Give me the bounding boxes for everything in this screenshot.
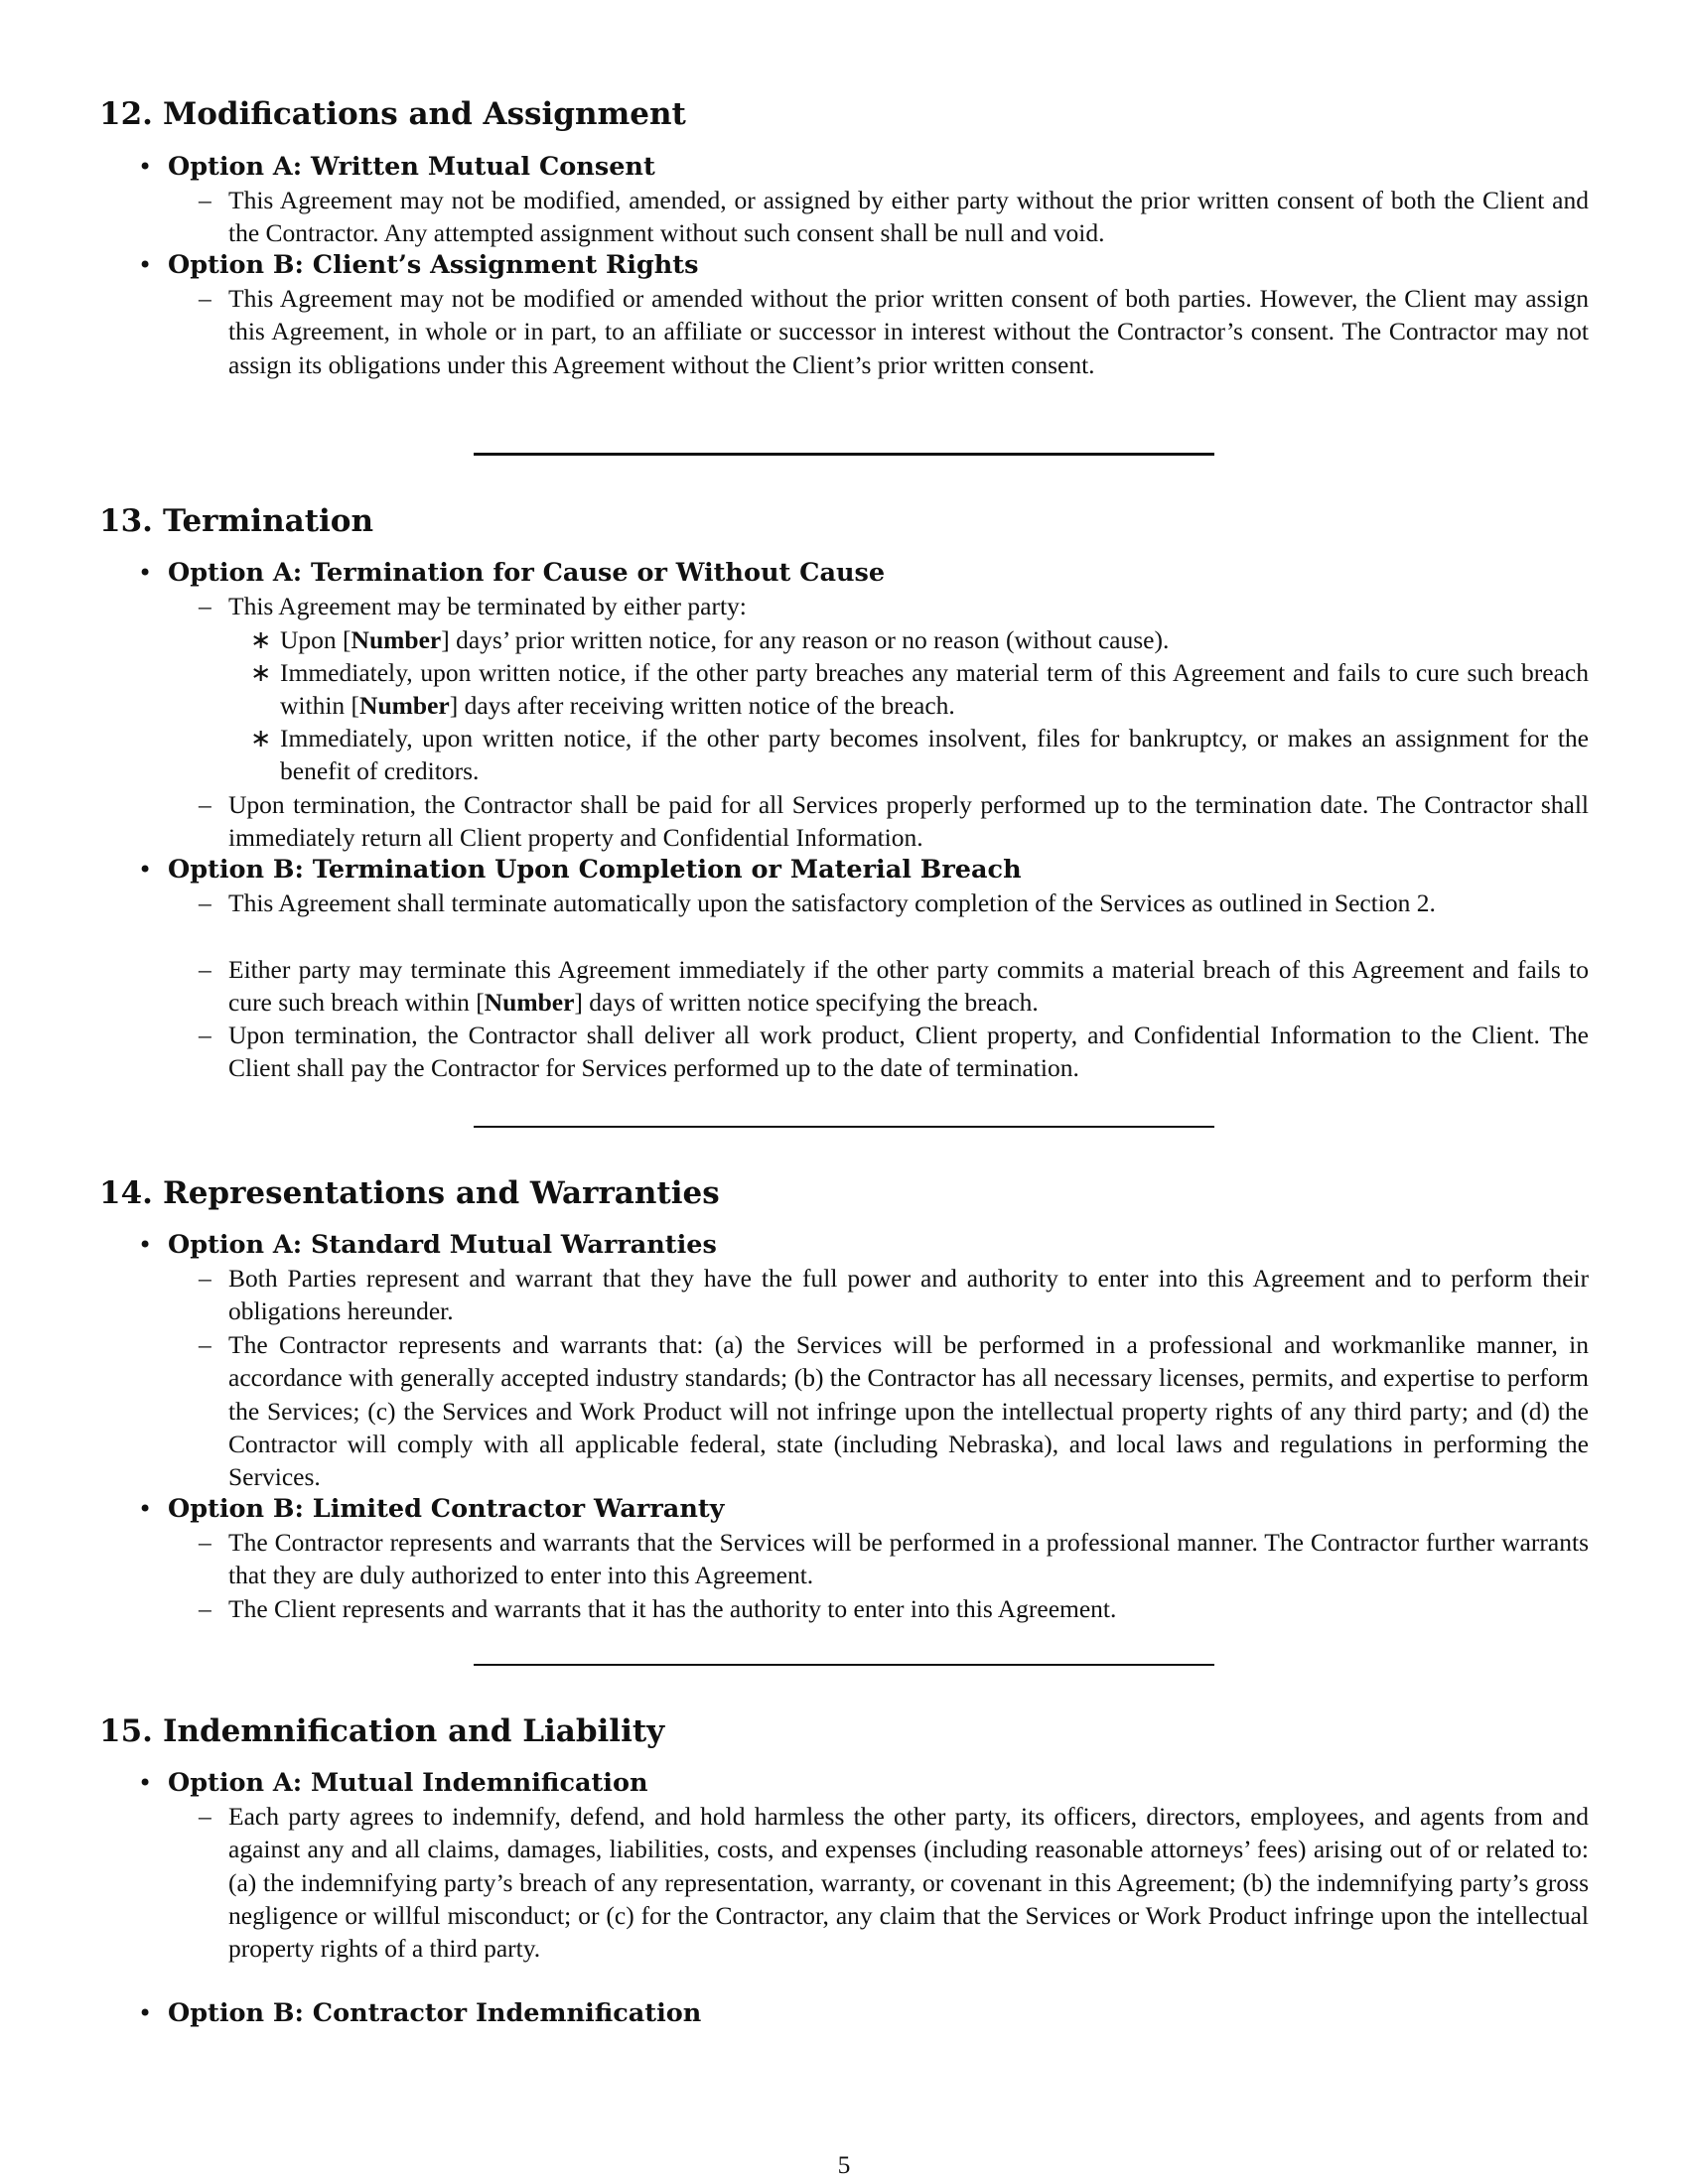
section-14-option-a-text-2: The Contractor represents and warrants that: (a) the Services will be performed in a professional and workmanlike manner, in accordance with generally accepted industry standards; (b) the Contractor has all necessary licenses, permits, and expertise to perform the Services; (c) the Services and Work Product will not infringe upon the intellectual property rights of any third party; and (d) the Contractor will comply with all applicable federal, state (including Nebraska), and local laws and regulations in performing the Services. — [228, 1330, 1589, 1492]
dash-icon: – — [199, 1802, 211, 1831]
section-13-option-a-title: Option A: Termination for Cause or Without Cause — [168, 558, 886, 588]
section-divider — [474, 453, 1214, 456]
section-14-option-a-title: Option A: Standard Mutual Warranties — [168, 1230, 717, 1260]
section-14-option-a-text-1: Both Parties represent and warrant that they have the full power and authority to enter into this Agreement and to perform their obligations hereunder. — [228, 1264, 1589, 1326]
section-13-heading: 13. Termination — [99, 503, 374, 539]
section-15-heading: 15. Indemnification and Liability — [99, 1713, 665, 1749]
section-divider — [474, 1126, 1214, 1128]
section-12-option-a-title: Option A: Written Mutual Consent — [168, 152, 655, 182]
section-15-option-a-text: Each party agrees to indemnify, defend, and hold harmless the other party, its officers, directors, employees, and agents from and against any and all claims, damages, liabilities, costs, and expenses (including reasonable attorneys’ fees) arising out of or related to: (a) the indemnifying party’s breach of any representation, warranty, or covenant in this Agreement; (b) the indemnifying party’s gross negligence or willful misconduct; or (c) for the Contractor, any claim that the Services or Work Product infringe upon the intellectual property rights of a third party. — [228, 1802, 1589, 1964]
dash-icon: – — [199, 1021, 211, 1049]
dash-icon: – — [199, 888, 211, 917]
asterisk-icon: ∗ — [250, 658, 272, 687]
dash-icon: – — [199, 1264, 211, 1293]
section-15-option-b-title: Option B: Contractor Indemnification — [168, 1998, 702, 2028]
bullet-icon: • — [138, 1999, 153, 2027]
section-13-option-a-item-1: Upon [Number] days’ prior written notice, for any reason or no reason (without cause). — [280, 625, 1170, 654]
section-13-option-a-closing: Upon termination, the Contractor shall be paid for all Services properly performed up to the termination date. The Contractor shall immediately return all Client property and Confidential Information. — [228, 790, 1589, 853]
section-14-option-b-title: Option B: Limited Contractor Warranty — [168, 1494, 725, 1524]
number-placeholder: Number — [484, 988, 575, 1018]
section-13-option-a-item-3: Immediately, upon written notice, if the other party becomes insolvent, files for bankruptcy, or makes an assignment for the benefit of creditors. — [280, 724, 1589, 786]
dash-icon: – — [199, 1330, 211, 1359]
section-14-option-b-text-2: The Client represents and warrants that it has the authority to enter into this Agreement. — [228, 1594, 1117, 1623]
dash-icon: – — [199, 284, 211, 313]
section-13-option-a-item-2: Immediately, upon written notice, if the other party breaches any material term of this Agreement and fails to cure such breach within [Number] days after receiving written notice of the breach. — [280, 658, 1589, 721]
section-13-option-b-text-1: This Agreement shall terminate automatically upon the satisfactory completion of the Services as outlined in Section 2. — [228, 888, 1436, 917]
asterisk-icon: ∗ — [250, 724, 272, 752]
bullet-icon: • — [138, 559, 153, 587]
dash-icon: – — [199, 1528, 211, 1557]
number-placeholder: Number — [351, 625, 442, 654]
bullet-icon: • — [138, 251, 153, 279]
section-15-option-a-title: Option A: Mutual Indemnification — [168, 1768, 648, 1798]
page-number: 5 — [837, 2150, 851, 2179]
section-divider — [474, 1664, 1214, 1666]
number-placeholder: Number — [359, 691, 450, 721]
dash-icon: – — [199, 955, 211, 984]
bullet-icon: • — [138, 153, 153, 181]
bullet-icon: • — [138, 1495, 153, 1523]
dash-icon: – — [199, 790, 211, 819]
asterisk-icon: ∗ — [250, 625, 272, 654]
dash-icon: – — [199, 186, 211, 214]
bullet-icon: • — [138, 1769, 153, 1797]
section-13-option-b-text-3: Upon termination, the Contractor shall deliver all work product, Client property, and Confidential Information to the Client. The Client shall pay the Contractor for Services performed up to the date of termination. — [228, 1021, 1589, 1083]
section-13-option-a-intro: This Agreement may be terminated by either party: — [228, 592, 747, 620]
dash-icon: – — [199, 1594, 211, 1623]
section-12-option-b-text: This Agreement may not be modified or amended without the prior written consent of both parties. However, the Client may assign this Agreement, in whole or in part, to an affiliate or successor in interest without the Contractor’s consent. The Contractor may not assign its obligations under this Agreement without the Client’s prior written consent. — [228, 284, 1589, 379]
section-13-option-b-title: Option B: Termination Upon Completion or Material Breach — [168, 855, 1022, 885]
bullet-icon: • — [138, 856, 153, 884]
section-12-heading: 12. Modifications and Assignment — [99, 96, 686, 132]
section-12-option-b-title: Option B: Client’s Assignment Rights — [168, 250, 699, 280]
dash-icon: – — [199, 592, 211, 620]
section-14-heading: 14. Representations and Warranties — [99, 1175, 720, 1211]
section-13-option-b-text-2: Either party may terminate this Agreement immediately if the other party commits a material breach of this Agreement and fails to cure such breach within [Number] days of written notice specifying the breach. — [228, 955, 1589, 1018]
section-12-option-a-text: This Agreement may not be modified, amended, or assigned by either party without the prior written consent of both the Client and the Contractor. Any attempted assignment without such consent shall be null and void. — [228, 186, 1589, 248]
section-14-option-b-text-1: The Contractor represents and warrants that the Services will be performed in a professional manner. The Contractor further warrants that they are duly authorized to enter into this Agreement. — [228, 1528, 1589, 1590]
bullet-icon: • — [138, 1231, 153, 1259]
